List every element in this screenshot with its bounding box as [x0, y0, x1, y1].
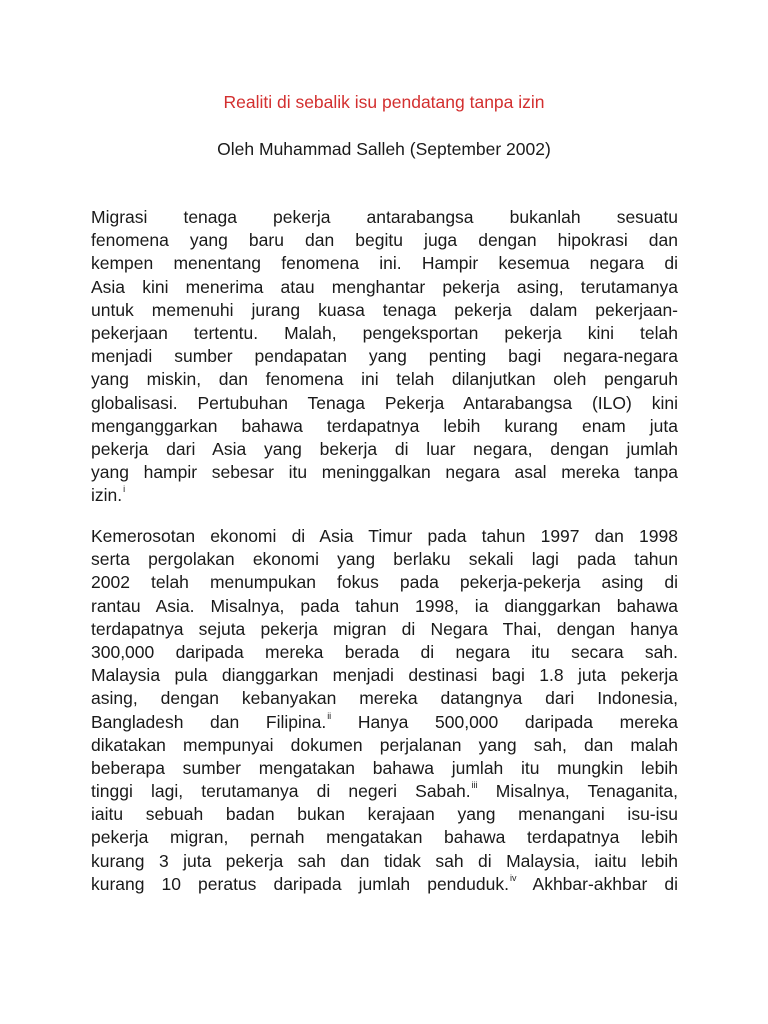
- paragraph-line: Migrasi tenaga pekerja antarabangsa bukanlah sesuatu: [91, 207, 678, 227]
- paragraph-line: serta pergolakan ekonomi yang berlaku sekali lagi pada tahun: [91, 549, 678, 570]
- paragraph-line: Asia kini menerima atau menghantar pekerja asing, terutamanya: [91, 276, 678, 297]
- paragraph-line: menganggarkan bahawa terdapatnya lebih kurang enam juta: [91, 415, 678, 436]
- paragraph-line: dikatakan mempunyai dokumen perjalanan yang sah, dan malah: [91, 734, 678, 755]
- paragraph-line: rantau Asia. Misalnya, pada tahun 1998, ia dianggarkan bahawa: [91, 595, 678, 616]
- paragraph-line-text: Misalnya, Tenaganita,: [495, 781, 678, 802]
- paragraph-1: [91, 206, 678, 507]
- paragraph-line-text: tinggi lagi, terutamanya di negeri Sabah.: [91, 781, 471, 802]
- paragraph-line: iaitu sebuah badan bukan kerajaan yang menangani isu-isu: [91, 804, 678, 825]
- paragraph-line: fenomena yang baru dan begitu juga dengan hipokrasi dan: [91, 230, 678, 251]
- paragraph-line: Kemerosotan ekonomi di Asia Timur pada tahun 1997 dan 1998: [91, 526, 678, 546]
- paragraph-line: terdapatnya sejuta pekerja migran di Negara Thai, dengan hanya: [91, 618, 678, 639]
- paragraph-line: Malaysia pula dianggarkan menjadi destinasi bagi 1.8 juta pekerja: [91, 665, 678, 686]
- document-title: [0, 91, 768, 113]
- paragraph-line: 300,000 daripada mereka berada di negara itu secara sah.: [91, 641, 678, 662]
- paragraph-line: [91, 711, 678, 734]
- paragraph-line: pekerjaan tertentu. Malah, pengeksportan pekerja kini telah: [91, 322, 678, 343]
- paragraph-2: [91, 525, 678, 896]
- paragraph-line: yang miskin, dan fenomena ini telah dilanjutkan oleh pengaruh: [91, 369, 678, 390]
- footnote-marker[interactable]: iii: [471, 780, 478, 791]
- paragraph-line: kurang 3 juta pekerja sah dan tidak sah di Malaysia, iaitu lebih: [91, 850, 678, 871]
- paragraph-line: beberapa sumber mengatakan bahawa jumlah itu mungkin lebih: [91, 757, 678, 778]
- footnote-marker[interactable]: iv: [509, 872, 517, 883]
- paragraph-line-text: izin.: [91, 485, 123, 506]
- paragraph-line: untuk memenuhi jurang kuasa tenaga pekerja dalam pekerjaan-: [91, 299, 678, 320]
- paragraph-line: asing, dengan kebanyakan mereka datangnya dari Indonesia,: [91, 688, 678, 709]
- paragraph-line: [91, 484, 678, 507]
- paragraph-line: pekerja dari Asia yang bekerja di luar negara, dengan jumlah: [91, 438, 678, 459]
- paragraph-line: globalisasi. Pertubuhan Tenaga Pekerja Antarabangsa (ILO) kini: [91, 392, 678, 413]
- paragraph-line: [91, 873, 678, 896]
- paragraph-line: [91, 780, 678, 803]
- paragraph-line: 2002 telah menumpukan fokus pada pekerja-pekerja asing di: [91, 572, 678, 593]
- paragraph-line: kempen menentang fenomena ini. Hampir kesemua negara di: [91, 253, 678, 274]
- footnote-marker[interactable]: i: [123, 484, 126, 495]
- footnote-marker[interactable]: ii: [327, 710, 332, 721]
- paragraph-line-text: kurang 10 peratus daripada jumlah penduduk.: [91, 873, 509, 894]
- paragraph-line: yang hampir sebesar itu meninggalkan negara asal mereka tanpa: [91, 462, 678, 483]
- paragraph-line-text: Akhbar-akhbar di: [532, 873, 678, 894]
- paragraph-line: pekerja migran, pernah mengatakan bahawa terdapatnya lebih: [91, 827, 678, 848]
- document-byline: Oleh Muhammad Salleh (September 2002): [217, 139, 551, 159]
- title-text: Realiti di sebalik isu pendatang tanpa izin: [223, 92, 545, 112]
- paragraph-line: menjadi sumber pendapatan yang penting bagi negara-negara: [91, 346, 678, 367]
- paragraph-line-text: Bangladesh dan Filipina.: [91, 711, 327, 732]
- paragraph-line-text: Hanya 500,000 daripada mereka: [357, 711, 678, 732]
